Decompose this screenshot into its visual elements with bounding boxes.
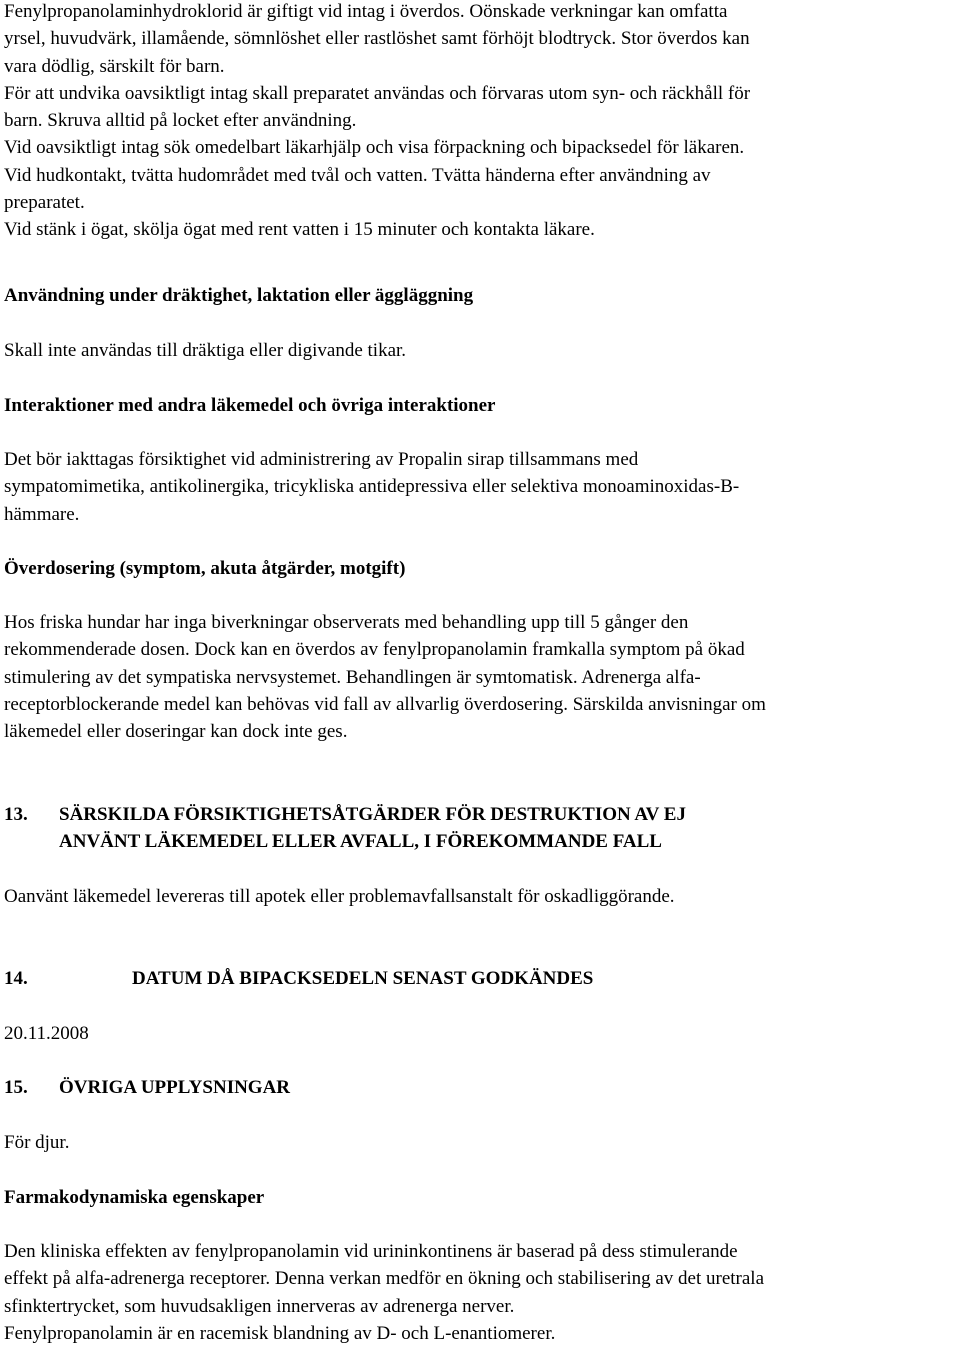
section-15-text: För djur. (4, 1132, 70, 1153)
section-15-heading (4, 1074, 958, 1101)
pregnancy-section (4, 282, 958, 309)
overdose-line: Hos friska hundar har inga biverkningar observerats med behandling upp till 5 gånger den (4, 612, 689, 633)
warnings-line: yrsel, huvudvärk, illamående, sömnlöshet eller rastlöshet samt förhöjt blodtryck. Stor överdos kan (4, 28, 750, 50)
section-14-title: DATUM DÅ BIPACKSEDELN SENAST GODKÄNDES (132, 968, 594, 989)
warnings-block (4, 0, 958, 244)
section-15-number: 15. (4, 1077, 28, 1098)
section-14-date-block (4, 1020, 958, 1047)
section-13-title-line: ANVÄNT LÄKEMEDEL ELLER AVFALL, I FÖREKOMMANDE FALL (59, 831, 662, 853)
overdose-line: receptorblockerande medel kan behövas vid fall av allvarlig överdosering. Särskilda anvisningar om (4, 693, 766, 715)
section-13-text: Oanvänt läkemedel levereras till apotek eller problemavfallsanstalt för oskadliggörande. (4, 886, 675, 907)
pharmacodynamics-section (4, 1184, 958, 1211)
interactions-heading: Interaktioner med andra läkemedel och övriga interaktioner (4, 395, 496, 416)
warnings-line: Vid stänk i ögat, skölja ögat med rent vatten i 15 minuter och kontakta läkare. (4, 219, 595, 241)
section-15-text-block (4, 1129, 958, 1156)
warnings-line: barn. Skruva alltid på locket efter användning. (4, 110, 357, 132)
warnings-line: Fenylpropanolaminhydroklorid är giftigt vid intag i överdos. Oönskade verkningar kan omfatta (4, 1, 728, 22)
warnings-line: preparatet. (4, 192, 85, 214)
section-13-number: 13. (4, 804, 28, 825)
interactions-section (4, 392, 958, 419)
warnings-line: vara dödlig, särskilt för barn. (4, 55, 225, 77)
pregnancy-heading: Användning under dräktighet, laktation eller äggläggning (4, 285, 474, 306)
pregnancy-text-block (4, 337, 958, 364)
section-14-heading (4, 965, 958, 992)
interactions-line: sympatomimetika, antikolinergika, tricykliska antidepressiva eller selektiva monoaminoxidas-B- (4, 476, 740, 498)
overdose-text-block (4, 609, 958, 745)
interactions-text-block (4, 446, 958, 528)
overdose-section (4, 555, 958, 582)
pharmacodynamics-line: effekt på alfa-adrenerga receptorer. Denna verkan medför en ökning och stabilisering av det uretrala (4, 1268, 764, 1290)
warnings-line: För att undvika oavsiktligt intag skall preparatet användas och förvaras utom syn- och räckhåll för (4, 82, 751, 104)
section-14-number: 14. (4, 968, 28, 989)
section-13-text-block (4, 883, 958, 910)
pharmacodynamics-line: Fenylpropanolamin är en racemisk blandning av D- och L-enantiomerer. (4, 1322, 556, 1344)
warnings-line: Vid hudkontakt, tvätta hudområdet med tvål och vatten. Tvätta händerna efter användning av (4, 164, 711, 186)
pharmacodynamics-text-block (4, 1238, 958, 1347)
overdose-line: rekommenderade dosen. Dock kan en överdos av fenylpropanolamin framkalla symptom på ökad (4, 639, 745, 661)
pharmacodynamics-line: Den kliniska effekten av fenylpropanolamin vid urininkontinens är baserad på dess stimulerande (4, 1241, 738, 1262)
interactions-line: hämmare. (4, 503, 80, 525)
pharmacodynamics-heading: Farmakodynamiska egenskaper (4, 1187, 265, 1208)
interactions-line: Det bör iakttagas försiktighet vid administrering av Propalin sirap tillsammans med (4, 449, 639, 470)
pregnancy-text: Skall inte användas till dräktiga eller digivande tikar. (4, 340, 407, 361)
pharmacodynamics-line: sfinktertrycket, som huvudsakligen innerveras av adrenerga nerver. (4, 1295, 515, 1317)
warnings-line: Vid oavsiktligt intag sök omedelbart läkarhjälp och visa förpackning och bipacksedel för läkaren. (4, 137, 745, 159)
section-13-heading (4, 801, 958, 856)
section-15-title: ÖVRIGA UPPLYSNINGAR (59, 1077, 291, 1098)
section-13-title-line: SÄRSKILDA FÖRSIKTIGHETSÅTGÄRDER FÖR DESTRUKTION AV EJ (59, 804, 686, 825)
overdose-line: stimulering av det sympatiska nervsystemet. Behandlingen är symtomatisk. Adrenerga alfa- (4, 666, 701, 688)
overdose-line: läkemedel eller doseringar kan dock inte ges. (4, 721, 348, 743)
approval-date: 20.11.2008 (4, 1023, 89, 1044)
overdose-heading: Överdosering (symptom, akuta åtgärder, motgift) (4, 558, 406, 579)
